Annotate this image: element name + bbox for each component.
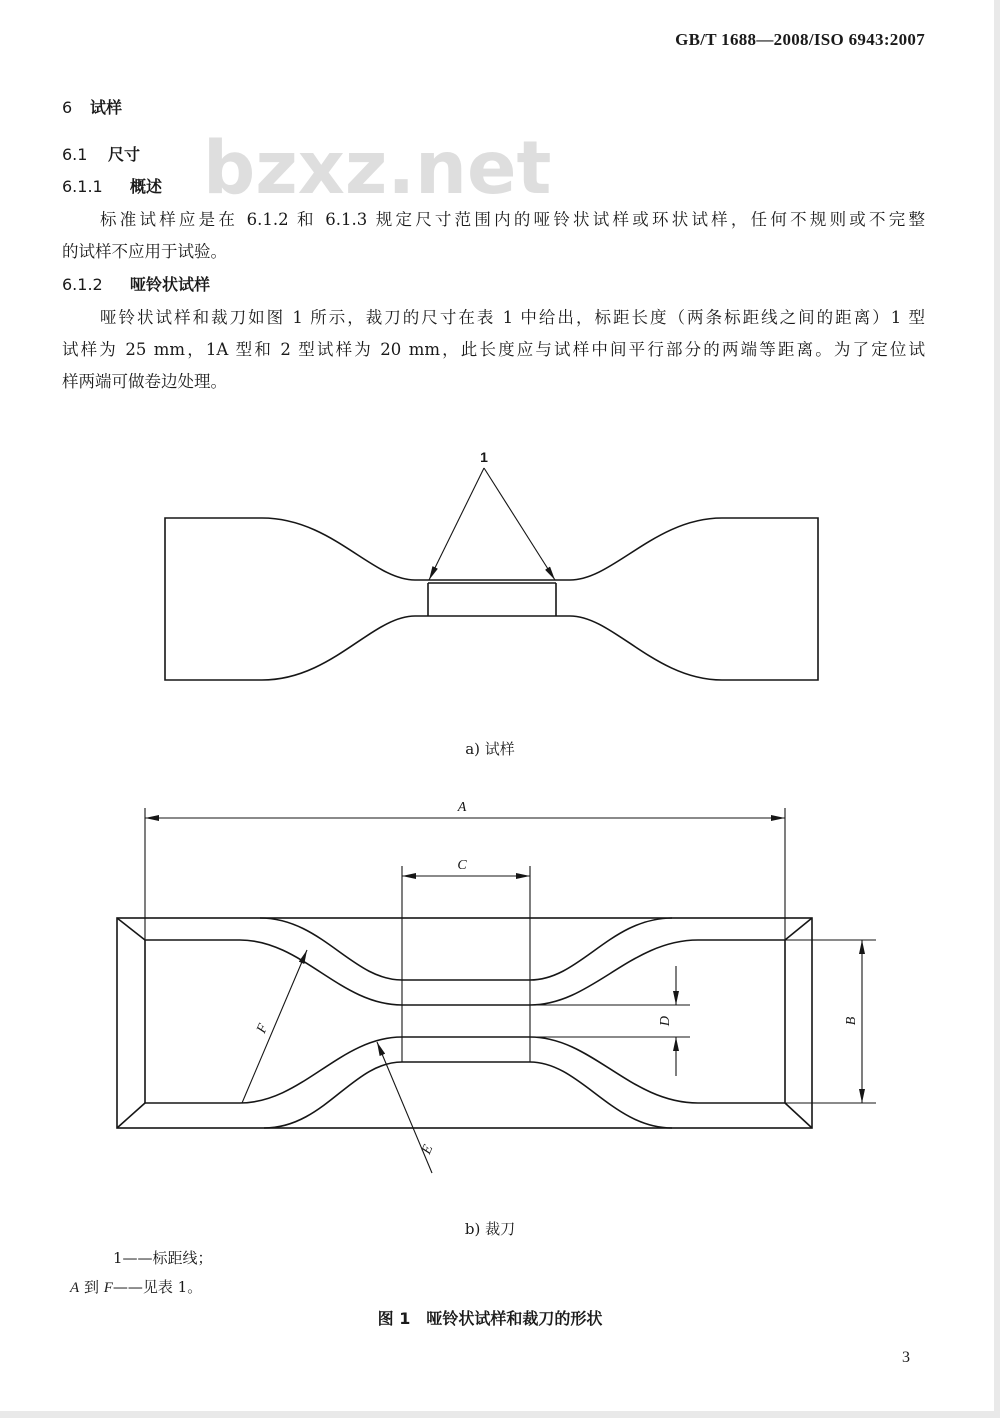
clause-6-1-2-paragraph — [62, 302, 925, 398]
paragraph-line: 哑铃状试样和裁刀如图 1 所示，裁刀的尺寸在表 1 中给出，标距长度（两条标距线之间的距离）1 型 — [100, 308, 925, 327]
paragraph-line: 样两端可做卷边处理。 — [62, 372, 227, 391]
legend-desc: ——标距线； — [122, 1249, 213, 1267]
legend-item-dimensions — [70, 1276, 202, 1297]
cutter-bevel-top — [260, 918, 672, 980]
legend-key-end: F — [103, 1280, 113, 1296]
bevel-corner-top-right — [785, 918, 812, 940]
cutter-cutting-edge — [145, 940, 785, 1103]
figure-title: 图 1 哑铃状试样和裁刀的形状 — [377, 1309, 603, 1328]
legend-key-start: A — [70, 1280, 80, 1296]
clause-6-1-2-number: 6.1.2 — [62, 275, 103, 294]
clause-6-1-2-heading — [62, 270, 210, 300]
dim-label-B: B — [844, 1016, 859, 1026]
dumbbell-specimen-outline — [165, 518, 818, 680]
clause-6-1-1-paragraph — [62, 204, 925, 268]
dim-label-E: E — [419, 1142, 437, 1157]
watermark: bzxz.net — [203, 126, 552, 211]
bevel-corner-top-left — [117, 918, 145, 940]
radius-F-leader — [242, 950, 307, 1103]
subsection-number: 6.1 — [62, 145, 88, 164]
dim-label-A: A — [457, 800, 467, 815]
cutter-outer-edge — [117, 918, 812, 1128]
section-heading — [62, 93, 122, 123]
legend-desc: ——见表 1。 — [112, 1278, 203, 1296]
paragraph-line: 的试样不应用于试验。 — [62, 242, 227, 261]
cutter-bevel-bottom — [264, 1062, 672, 1128]
dim-label-D: D — [658, 1015, 673, 1027]
clause-6-1-1-heading — [62, 172, 162, 202]
clause-6-1-1-number: 6.1.1 — [62, 177, 103, 196]
clause-6-1-2-title: 哑铃状试样 — [130, 275, 211, 294]
subsection-heading — [62, 140, 140, 170]
figure-a-caption: a) 试样 — [465, 740, 515, 758]
paragraph-line: 标准试样应是在 6.1.2 和 6.1.3 规定尺寸范围内的哑铃状试样或环状试样，任何不规则或不完整 — [100, 210, 925, 229]
legend-item-gauge — [113, 1247, 213, 1268]
clause-6-1-1-title: 概述 — [130, 177, 163, 196]
gauge-leader-right — [484, 468, 555, 580]
gauge-leader-left — [429, 468, 484, 580]
figure-b-caption: b) 裁刀 — [464, 1220, 516, 1238]
bevel-corner-bottom-left — [117, 1103, 145, 1128]
page-number: 3 — [902, 1349, 910, 1366]
dim-label-C: C — [457, 858, 467, 873]
figure-1-drawings — [0, 440, 1000, 1210]
section-number: 6 — [62, 98, 73, 117]
standard-code-header: GB/T 1688—2008/ISO 6943:2007 — [675, 30, 925, 49]
legend-key: 1 — [113, 1249, 123, 1267]
specimen-drawing — [165, 449, 818, 680]
paragraph-line: 试样为 25 mm，1A 型和 2 型试样为 20 mm，此长度应与试样中间平行部分的两端等距离。为了定位试 — [62, 340, 925, 359]
bevel-corner-bottom-right — [785, 1103, 812, 1128]
section-title: 试样 — [90, 98, 123, 117]
gauge-label: 1 — [480, 449, 488, 465]
legend-key-mid: 到 — [79, 1278, 104, 1296]
dim-label-F: F — [254, 1021, 272, 1036]
cutter-drawing — [117, 800, 876, 1173]
subsection-title: 尺寸 — [108, 145, 141, 164]
